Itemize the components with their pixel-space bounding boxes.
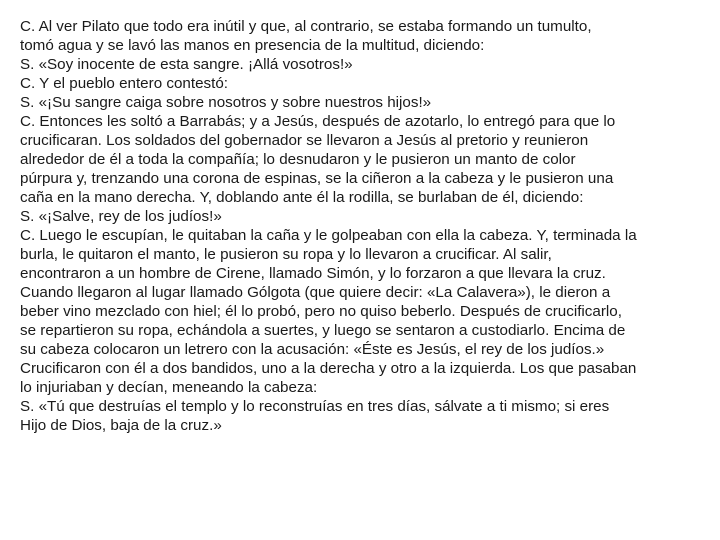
text-line: su cabeza colocaron un letrero con la acusación: «Éste es Jesús, el rey de los judíos.» [20, 341, 605, 358]
text-line: burla, le quitaron el manto, le pusieron su ropa y lo llevaron a crucificar. Al salir, [20, 246, 552, 263]
text-line: S. «Tú que destruías el templo y lo reconstruías en tres días, sálvate a ti mismo; si eres [20, 398, 610, 415]
text-line: S. «Soy inocente de esta sangre. ¡Allá vosotros!» [20, 56, 353, 73]
text-line: Cuando llegaron al lugar llamado Gólgota (que quiere decir: «La Calavera»), le dieron a [20, 284, 611, 301]
text-line: caña en la mano derecha. Y, doblando ante él la rodilla, se burlaban de él, diciendo: [20, 189, 584, 206]
text-line: encontraron a un hombre de Cirene, llamado Simón, y lo forzaron a que llevara la cruz. [20, 265, 606, 282]
text-line: S. «¡Su sangre caiga sobre nosotros y sobre nuestros hijos!» [20, 94, 432, 111]
passion-reading-text [20, 17, 700, 435]
text-line: lo injuriaban y decían, meneando la cabeza: [20, 379, 318, 396]
text-line: tomó agua y se lavó las manos en presencia de la multitud, diciendo: [20, 37, 485, 54]
text-line: alrededor de él a toda la compañía; lo desnudaron y le pusieron un manto de color [20, 151, 576, 168]
text-line: beber vino mezclado con hiel; él lo probó, pero no quiso beberlo. Después de crucificarlo, [20, 303, 622, 320]
text-line: crucificaran. Los soldados del gobernador se llevaron a Jesús al pretorio y reunieron [20, 132, 589, 149]
text-line: C. Entonces les soltó a Barrabás; y a Jesús, después de azotarlo, lo entregó para que lo [20, 113, 616, 130]
text-line: púrpura y, trenzando una corona de espinas, se la ciñeron a la cabeza y le pusieron una [20, 170, 614, 187]
text-line: Crucificaron con él a dos bandidos, uno a la derecha y otro a la izquierda. Los que pasaban [20, 360, 637, 377]
text-line: C. Al ver Pilato que todo era inútil y que, al contrario, se estaba formando un tumulto, [20, 18, 592, 35]
text-line: se repartieron su ropa, echándola a suertes, y luego se sentaron a custodiarlo. Encima de [20, 322, 626, 339]
text-line: S. «¡Salve, rey de los judíos!» [20, 208, 222, 225]
text-line: C. Y el pueblo entero contestó: [20, 75, 228, 92]
text-line: Hijo de Dios, baja de la cruz.» [20, 417, 222, 434]
text-line: C. Luego le escupían, le quitaban la caña y le golpeaban con ella la cabeza. Y, terminada la [20, 227, 637, 244]
